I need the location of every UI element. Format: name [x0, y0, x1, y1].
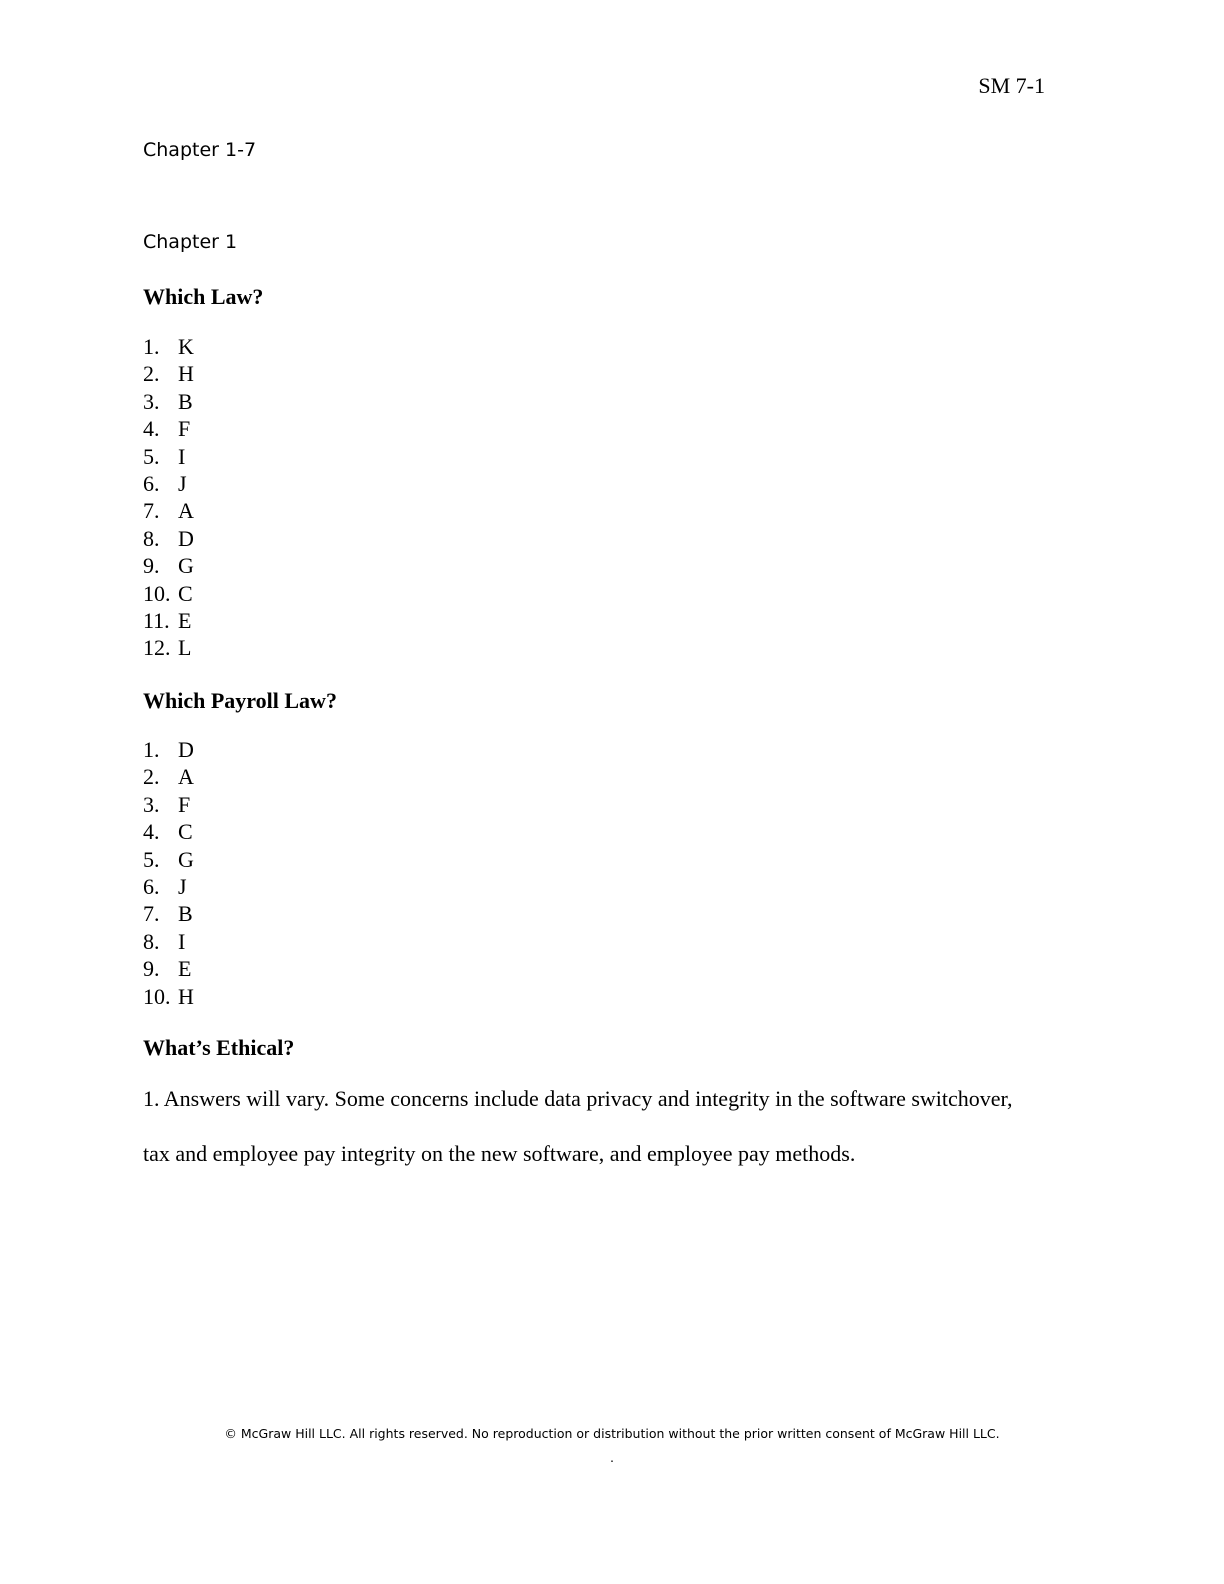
item-answer: K	[178, 334, 194, 359]
item-number: 1.	[143, 737, 160, 762]
item-number: 10.	[143, 580, 171, 606]
item-number: 4.	[143, 819, 160, 845]
item-number: 6.	[143, 470, 160, 496]
section-heading-which-payroll-law: Which Payroll Law?	[143, 688, 337, 713]
item-number: 7.	[143, 901, 160, 927]
list-item	[143, 818, 194, 845]
item-answer: I	[178, 443, 186, 469]
item-number: 3.	[143, 791, 160, 817]
list-item	[143, 607, 194, 634]
item-answer: B	[178, 901, 193, 927]
which-payroll-law-answer-list	[143, 736, 194, 1010]
list-item	[143, 333, 194, 360]
item-answer: L	[178, 635, 192, 661]
item-answer: D	[178, 737, 194, 762]
footer-mark: .	[610, 1451, 614, 1466]
chapter-label: Chapter 1	[143, 231, 238, 253]
item-answer: F	[178, 791, 191, 817]
item-answer: H	[178, 983, 194, 1009]
section-heading-which-law: Which Law?	[143, 284, 264, 309]
item-number: 10.	[143, 983, 171, 1009]
item-number: 5.	[143, 846, 160, 872]
list-item	[143, 928, 194, 955]
list-item	[143, 846, 194, 873]
item-number: 5.	[143, 443, 160, 469]
list-item	[143, 497, 194, 524]
list-item	[143, 580, 194, 607]
item-answer: J	[178, 470, 187, 496]
item-answer: E	[178, 607, 192, 633]
list-item	[143, 525, 194, 552]
item-number: 3.	[143, 388, 160, 414]
ethical-answer-paragraph: 1. Answers will vary. Some concerns include data privacy and integrity in the software switchover, tax and employee pay integrity on the new software, and employee pay methods.	[143, 1086, 1013, 1166]
item-answer: G	[178, 553, 194, 579]
chapter-range-title: Chapter 1-7	[143, 139, 257, 161]
item-number: 4.	[143, 416, 160, 442]
which-law-answer-list	[143, 333, 194, 662]
item-number: 8.	[143, 928, 160, 954]
item-answer: A	[178, 498, 194, 524]
list-item	[143, 983, 194, 1010]
item-answer: D	[178, 525, 194, 551]
page-number: SM 7-1	[978, 73, 1045, 98]
copyright-footer: © McGraw Hill LLC. All rights reserved. No reproduction or distribution without the prior written consent of McGraw Hill LLC.	[224, 1426, 1000, 1441]
item-answer: F	[178, 416, 191, 442]
item-answer: E	[178, 956, 192, 982]
item-answer: G	[178, 846, 194, 872]
list-item	[143, 552, 194, 579]
item-number: 6.	[143, 873, 160, 899]
item-number: 9.	[143, 553, 160, 579]
item-answer: B	[178, 388, 193, 414]
item-answer: I	[178, 928, 186, 954]
item-number: 2.	[143, 361, 160, 387]
list-item	[143, 736, 194, 763]
list-item	[143, 415, 194, 442]
item-number: 9.	[143, 956, 160, 982]
item-answer: A	[178, 764, 194, 790]
item-number: 7.	[143, 498, 160, 524]
item-number: 11.	[143, 607, 170, 633]
list-item	[143, 443, 194, 470]
item-number: 1.	[143, 334, 160, 359]
list-item	[143, 360, 194, 387]
list-item	[143, 763, 194, 790]
list-item	[143, 873, 194, 900]
item-answer: C	[178, 819, 193, 845]
item-number: 2.	[143, 764, 160, 790]
item-number: 12.	[143, 635, 171, 661]
list-item	[143, 634, 194, 661]
list-item	[143, 470, 194, 497]
section-heading-whats-ethical: What’s Ethical?	[143, 1035, 295, 1060]
list-item	[143, 791, 194, 818]
item-number: 8.	[143, 525, 160, 551]
list-item	[143, 955, 194, 982]
list-item	[143, 388, 194, 415]
item-answer: J	[178, 873, 187, 899]
list-item	[143, 900, 194, 927]
item-answer: C	[178, 580, 193, 606]
item-answer: H	[178, 361, 194, 387]
